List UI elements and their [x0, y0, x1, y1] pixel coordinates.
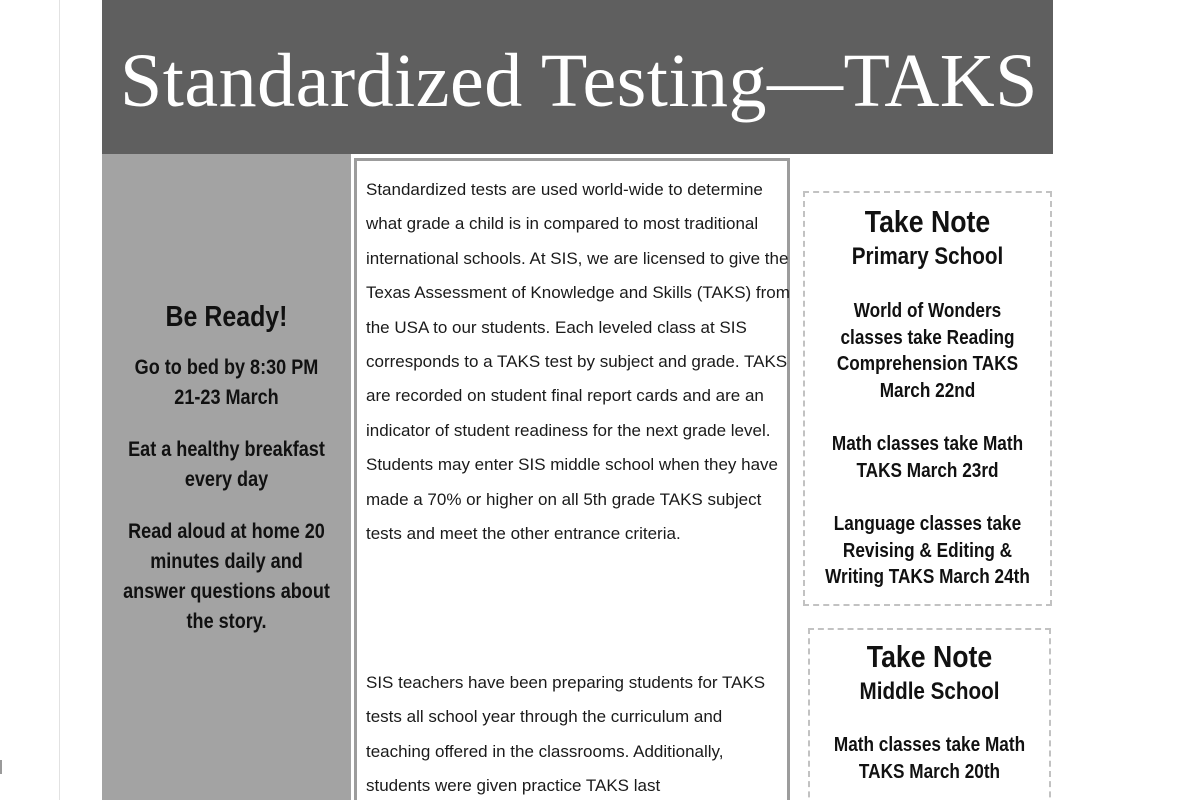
page-edge-mark [0, 760, 2, 774]
sidebar-heading: Be Ready! [165, 301, 288, 333]
note-subtitle: Primary School [851, 243, 1004, 270]
take-note-middle-box [808, 628, 1051, 800]
sidebar-content [102, 299, 351, 659]
note-title: Take Note [866, 639, 993, 674]
be-ready-sidebar [102, 154, 351, 800]
sidebar-tip-reading: Read aloud at home 20 minutes daily and answer questions about the story. [123, 520, 330, 633]
article-column [354, 158, 790, 800]
note-list [810, 732, 1049, 785]
note-list [805, 298, 1050, 591]
title-banner [102, 0, 1053, 154]
take-note-primary-box [803, 191, 1052, 606]
article-paragraph-1: Standardized tests are used world-wide to determine what grade a child is in compared to most traditional international schools. At SIS, we are licensed to give the Texas Assessment of Knowledge and Skills (TAKS) from the USA to our students. Each leveled class at SIS corresponds to a TAKS test by subject and grade. TAKS are recorded on student final report cards and are an indicator of student readiness for the next grade level. Students may enter SIS middle school when they have made a 70% or higher on all 5th grade TAKS subject tests and meet the other entrance criteria. [366, 180, 790, 544]
note-title: Take Note [864, 204, 991, 239]
note-item: World of Wonders classes take Reading Comprehension TAKS March 22nd [836, 300, 1019, 402]
page-title: Standardized Testing—TAKS [120, 39, 1038, 123]
sidebar-tip-breakfast: Eat a healthy breakfast every day [128, 438, 325, 491]
note-item: Math classes take Math TAKS March 20th [833, 734, 1026, 783]
note-item: Math classes take Math TAKS March 23rd [831, 433, 1024, 482]
sidebar-tip-bedtime: Go to bed by 8:30 PM 21-23 March [134, 356, 319, 409]
page-margin-rule [59, 0, 60, 800]
note-item: Language classes take Revising & Editing & Writing TAKS March 24th [825, 513, 1030, 588]
article-paragraph-2: SIS teachers have been preparing students for TAKS tests all school year through the curriculum and teaching offered in the classrooms. Additionally, students were given practice TAKS last [366, 673, 766, 796]
note-subtitle: Middle School [859, 678, 1000, 705]
